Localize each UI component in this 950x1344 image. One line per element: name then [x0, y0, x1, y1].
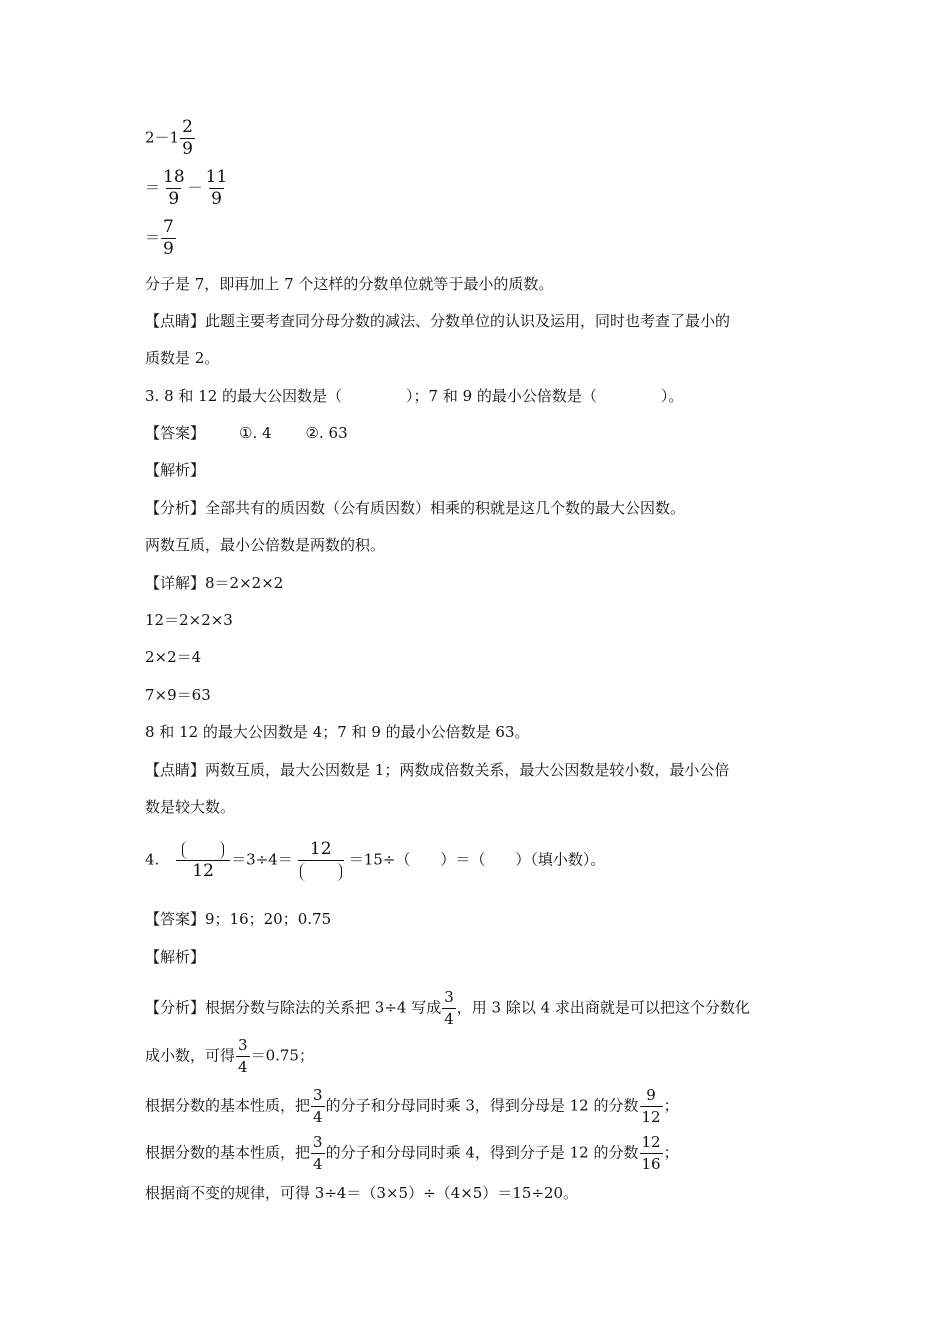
q2-comment-2: 质数是 2。 [145, 349, 220, 367]
fraction-3-4: $\frac{3}{4}$ [313, 1086, 323, 1126]
fraction-3-4: $\frac{3}{4}$ [238, 1036, 248, 1076]
equals-sign: ＝ [145, 178, 161, 197]
fraction: $\frac{2}{9}$ [182, 117, 193, 159]
q3-detail-5: 8 和 12 的最大公因数是 4；7 和 9 的最小公倍数是 63。 [145, 723, 530, 741]
q4-tail: ＝15÷（ ）＝（ ）（填小数）。 [348, 850, 606, 869]
calc-line-2 [145, 168, 230, 209]
fraction-9-12: $\frac{9}{12}$ [641, 1086, 661, 1126]
answer-item: ②. 63 [305, 424, 348, 442]
q4-answer: 【答案】9；16；20；0.75 [145, 910, 332, 928]
q4-analysis-label: 【解析】 [145, 948, 206, 966]
text: ＝0.75； [250, 1046, 314, 1065]
q3-question-part: ）。 [660, 387, 684, 405]
answer-item: ①. 4 [239, 424, 272, 442]
q2-conclusion: 分子是 7，即再加上 7 个这样的分数单位就等于最小的质数。 [145, 275, 554, 293]
text: 根据分数的基本性质，把 [145, 1143, 311, 1162]
q3-analysis-2: 两数互质，最小公倍数是两数的积。 [145, 536, 386, 554]
text: ； [663, 1143, 679, 1162]
q3-detail-3: 2×2＝4 [145, 648, 202, 666]
q2-comment-1: 【点睛】此题主要考查同分母分数的减法、分数单位的认识及运用，同时也考查了最小的 [145, 312, 731, 330]
q3-analysis-label: 【解析】 [145, 461, 206, 479]
question-number: 4. [145, 850, 160, 869]
fraction-blank-numerator: 12 [176, 840, 230, 881]
q4-analysis-1 [145, 988, 750, 1029]
q4-analysis-5: 根据商不变的规律，可得 3÷4＝（3×5）÷（4×5）＝15÷20。 [145, 1184, 579, 1202]
q4-analysis-3 [145, 1086, 679, 1127]
text: ，用 3 除以 4 求出商就是可以把这个分数化 [456, 998, 750, 1017]
minus-sign: － [187, 178, 203, 197]
q4-analysis-4 [145, 1133, 679, 1174]
text: 【分析】根据分数与除法的关系把 3÷4 写成 [145, 998, 442, 1017]
text: ； [663, 1096, 679, 1115]
q3-comment-2: 数是较大数。 [145, 798, 236, 816]
answer-label: 【答案】 [145, 424, 206, 442]
fraction-3-4: $\frac{3}{4}$ [313, 1133, 323, 1173]
q3-question-part: ）；7 和 9 的最小公倍数是（ [406, 387, 597, 405]
text: 的分子和分母同时乘 4，得到分子是 12 的分数 [325, 1143, 639, 1162]
fraction-12-16: $\frac{12}{16}$ [641, 1133, 661, 1173]
q3-comment-1: 【点睛】两数互质，最大公因数是 1；两数成倍数关系，最大公因数是较小数，最小公倍 [145, 761, 730, 779]
q3-detail-1: 【详解】8＝2×2×2 [145, 574, 284, 592]
calc-text: 2－1 [145, 128, 180, 147]
q3-detail-2: 12＝2×2×3 [145, 611, 233, 629]
q3-answer [145, 422, 348, 444]
q3-analysis-1: 【分析】全部共有的质因数（公有质因数）相乘的积就是这几个数的最大公因数。 [145, 499, 686, 517]
blank-paren [300, 863, 342, 881]
equals-sign: ＝ [145, 228, 161, 247]
q4-analysis-2 [145, 1036, 314, 1077]
q4-middle: ＝3÷4＝ [231, 850, 293, 869]
fraction: $\frac{11}{9}$ [205, 167, 228, 209]
blank-paren [182, 841, 224, 859]
fraction: $\frac{18}{9}$ [163, 167, 185, 209]
text: 成小数，可得 [145, 1046, 236, 1065]
fraction: $\frac{7}{9}$ [163, 217, 174, 259]
calc-line-3 [145, 218, 177, 259]
text: 根据分数的基本性质，把 [145, 1096, 311, 1115]
text: 的分子和分母同时乘 3，得到分母是 12 的分数 [325, 1096, 639, 1115]
fraction-3-4: $\frac{3}{4}$ [444, 988, 454, 1028]
fraction-blank-denominator: 12 [294, 840, 348, 881]
q3-detail-4: 7×9＝63 [145, 686, 211, 704]
q3-question-part: 3. 8 和 12 的最大公因数是（ [145, 387, 343, 405]
q4-question [145, 840, 605, 881]
calc-line-1 [145, 118, 196, 159]
q3-question [145, 385, 683, 407]
